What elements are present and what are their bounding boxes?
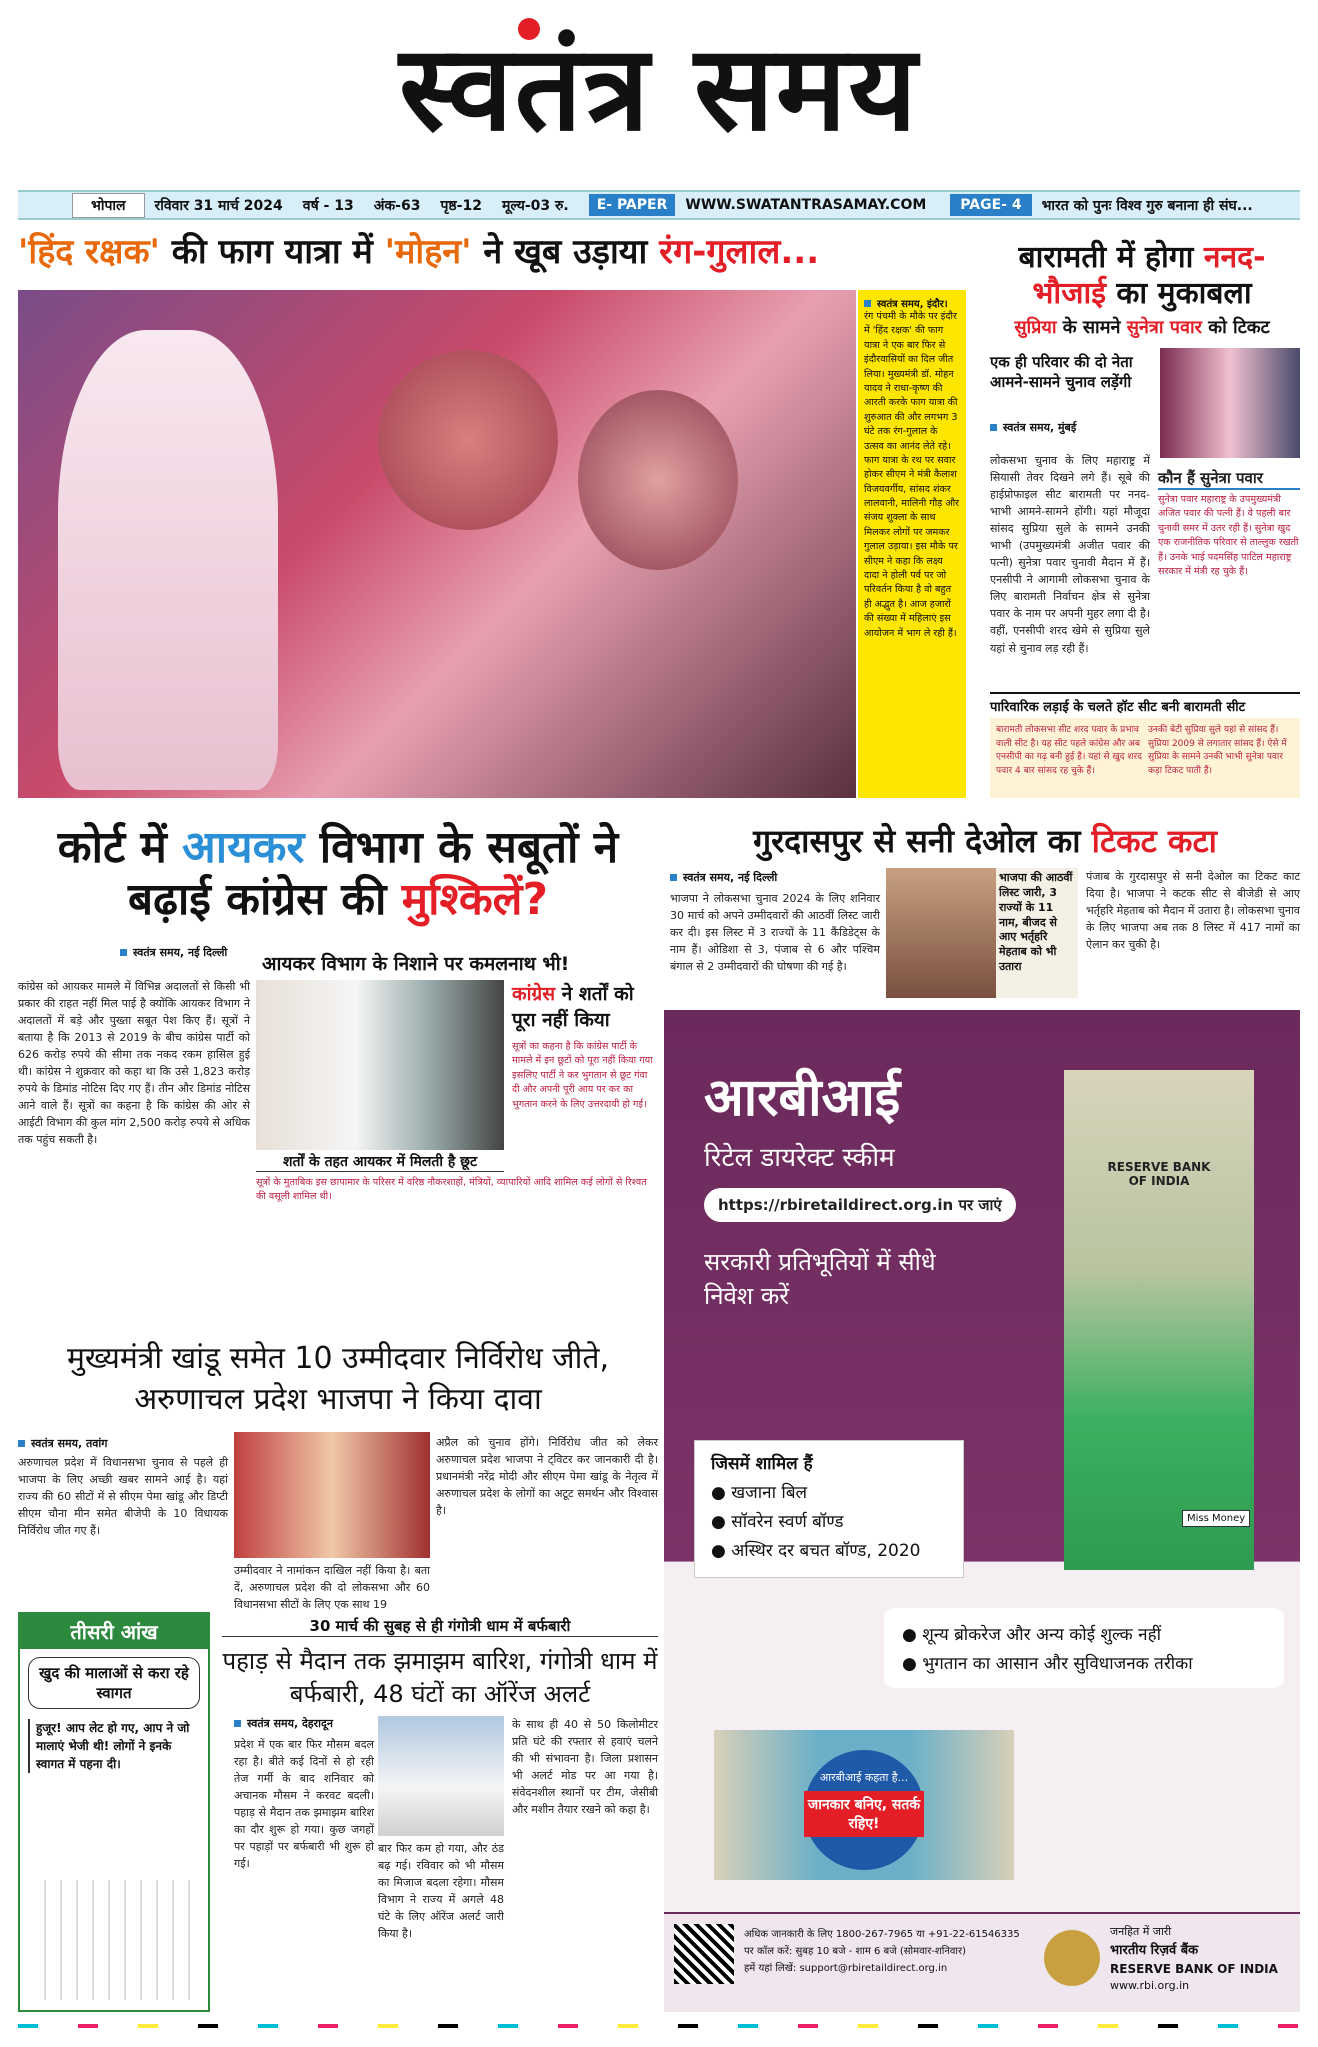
photo-figure bbox=[578, 390, 738, 570]
story4-photo-caption: भाजपा की आठवीं लिस्ट जारी, 3 राज्यों के 11 नाम, बीजद से आए भर्तृहरि मेहताब को भी उतारा bbox=[996, 868, 1078, 998]
story3-byline: स्वतंत्र समय, नई दिल्ली bbox=[120, 945, 260, 960]
page-number-badge: PAGE- 4 bbox=[950, 194, 1031, 216]
ad-subtitle: रिटेल डायरेक्ट स्कीम bbox=[704, 1143, 895, 1173]
ad-notice-badge: आरबीआई कहता है... जानकार बनिए, सतर्क रहिए! bbox=[804, 1750, 924, 1870]
photo-figure bbox=[58, 330, 278, 790]
story3-caption-text: सूत्रों के मुताबिक इस छापामार के परिसर में वरिष्ठ नौकरशाहों, मंत्रियों, व्यापारियों आदि शामिल कई लोगों से रिश्वत की वसूली शामिल थी। bbox=[256, 1177, 647, 1203]
ad-footer-line3[interactable]: हमें यहां लिखें: support@rbiretaildirect.org.in bbox=[744, 1963, 948, 1974]
registration-marks bbox=[18, 2024, 1300, 2028]
cartoon-caption: खुद की मालाओं से करा रहे स्वागत bbox=[28, 1657, 200, 1709]
story2-bar-title: पारिवारिक लड़ाई के चलते हॉट सीट बनी बारामती सीट bbox=[990, 692, 1300, 719]
cartoon-panel bbox=[18, 1612, 210, 2012]
edition-pages: पृष्ठ-12 bbox=[440, 197, 482, 214]
story6-text-left: प्रदेश में एक बार फिर मौसम बदल रहा है। बीते कई दिनों से हो रही तेज गर्मी के बाद शनिवार को अचानक मौसम ने करवट बदली। पहाड़ से मैदान तक झमाझम बारिश का दौर शुरू हो गया। कुछ जगहों पर पहाड़ों पर बर्फबारी भी शुरू हो गई। bbox=[234, 1738, 374, 1871]
ad-footer-line1: अधिक जानकारी के लिए 1800-267-7965 या +91-22-61546335 bbox=[744, 1929, 1020, 1940]
story2-box: कौन हैं सुनेत्रा पवार सुनेत्रा पवार महाराष्ट्र के उपमुख्यमंत्री अजित पवार की पत्नी हैं। वे पहली बार चुनावी समर में उतर रही हैं। सुनेत्रा खुद एक राजनीतिक परिवार से ताल्लुक रखती हैं। उनके भाई पदमसिंह पाटिल महाराष्ट्र सरकार में मंत्री रह चुके हैं। bbox=[1158, 469, 1299, 577]
edition-date: रविवार 31 मार्च 2024 bbox=[154, 197, 283, 214]
qr-code[interactable] bbox=[674, 1924, 734, 1984]
story3-side: कांग्रेस ने शर्तों को पूरा नहीं किया सूत्रों का कहना है कि कांग्रेस पार्टी के मामले में इन छूटों को पूरा नहीं किया गया इसलिए पार्टी ने कर भुगतान से छूट गंवा दी और अपनी पूरी आय पर कर का भुगतान करने के लिए उत्तरदायी हो गई। bbox=[512, 983, 653, 1110]
mascot-label: RESERVE BANK OF INDIA bbox=[1107, 1160, 1211, 1188]
edition-price: मूल्य-03 रु. bbox=[501, 197, 569, 214]
sunny-deol-photo bbox=[886, 868, 996, 998]
ad-issuer-top: जनहित में जारी bbox=[1110, 1925, 1172, 1938]
story4-headline: गुरदासपुर से सनी देओल का टिकट कटा bbox=[753, 822, 1217, 860]
holi-photo bbox=[18, 290, 856, 798]
story2-bar: बारामती लोकसभा सीट शरद पवार के प्रभाव वाली सीट है। यह सीट पहले कांग्रेस और अब एनसीपी का गढ़ बनी हुई है। यहां से खुद शरद पवार 4 बार सांसद रह चुके हैं। उनकी बेटी सुप्रिया सुले यहां से सांसद हैं। सुप्रिया 2009 से लगातार सांसद हैं। ऐसे में सुप्रिया के सामने उनकी भाभी सुनेत्रा पवार कड़ा टिकट पाती हैं। bbox=[990, 718, 1300, 798]
info-bar bbox=[18, 190, 1300, 220]
ad-includes-list: ● खजाना बिल ● सॉवरेन स्वर्ण बॉण्ड ● अस्थिर दर बचत बॉण्ड, 2020 bbox=[711, 1480, 947, 1561]
story4-text-right: पंजाब के गुरदासपुर से सनी देओल का टिकट काट दिया है। भाजपा ने कटक सीट से बीजेडी से आए भर्तृहरि मेहताब को मैदान में उतारा है। लोकसभा चुनाव के लिए भाजपा अब तक 8 लिस्ट में 417 नामों का ऐलान कर चुकी है। bbox=[1086, 870, 1300, 952]
edition-issue: अंक-63 bbox=[373, 197, 421, 214]
story5-text-mid: उम्मीदवार ने नामांकन दाखिल नहीं किया है। बता दें, अरुणाचल प्रदेश की दो लोकसभा और 60 विधानसभा सीटों के लिए एक साथ 19 bbox=[234, 1564, 430, 1612]
cartoon-title: तीसरी आंख bbox=[20, 1614, 208, 1649]
story5-text-right: अप्रैल को चुनाव होंगे। निर्विरोध जीत को लेकर अरुणाचल प्रदेश भाजपा ने ट्विटर कर जानकारी दी है। प्रधानमंत्री नरेंद्र मोदी और सीएम पेमा खांडू के नेतृत्व में अरुणाचल प्रदेश के लोगों का अटूट समर्थन और विश्वास है। bbox=[436, 1436, 658, 1518]
epaper-badge: E- PAPER bbox=[589, 194, 676, 216]
story6-kicker: 30 मार्च की सुबह से ही गंगोत्री धाम में बर्फबारी bbox=[222, 1616, 658, 1637]
ad-url-pill[interactable]: https://rbiretaildirect.org.in पर जाएं bbox=[704, 1188, 1016, 1222]
story5-text-left: अरुणाचल प्रदेश में विधानसभा चुनाव से पहले ही भाजपा के लिए अच्छी खबर सामने आई है। यहां राज्य की 60 सीटों में से सीएम पेमा खांडू और डिप्टी सीएम चौना मीन समेत बीजेपी के 10 विधायक निर्विरोध जीत गए हैं। bbox=[18, 1456, 228, 1538]
edition-city: भोपाल bbox=[72, 193, 145, 218]
story1-textbox: स्वतंत्र समय, इंदौर। रंग पंचमी के मौके पर इंदौर में 'हिंद रक्षक' की फाग यात्रा ने एक बार फिर से इंदौरवासियों का दिल जीत लिया। मुख्यमंत्री डॉ. मोहन यादव ने राधा-कृष्ण की आरती करके फाग यात्रा की शुरुआत की और लगभग 3 घंटे तक रंग-गुलाल के उत्सव का आनंद लेते रहे। फाग यात्रा के रथ पर सवार होकर सीएम ने मंत्री कैलाश विजयवर्गीय, सांसद शंकर लालवानी, मालिनी गौड़ और संजय शुक्ला के साथ मिलकर लोगों पर जमकर गुलाल उड़ाया। इस मौके पर सीएम ने कहा कि लक्ष्य दादा ने होली पर्व पर जो परिवर्तन किया है वो बहुत ही अद्भुत है। आज हजारों की संख्या में महिलाएं इस आयोजन में भाग ले रही हैं। bbox=[858, 290, 966, 798]
ad-issuer-en: RESERVE BANK OF INDIA bbox=[1110, 1962, 1278, 1976]
ad-notice-illustration bbox=[714, 1730, 1014, 1880]
masthead bbox=[0, 0, 1318, 190]
story1-headline: 'हिंद रक्षक' की फाग यात्रा में 'मोहन' ने खूब उड़ाया रंग-गुलाल... bbox=[18, 232, 820, 272]
newspaper-title: स्वतंत्र समय bbox=[399, 18, 919, 157]
story3-caption: शर्तों के तहत आयकर में मिलती है छूट bbox=[256, 1152, 504, 1172]
ad-benefits-box: ● शून्य ब्रोकरेज और अन्य कोई शुल्क नहीं ● भुगतान का आसान और सुविधाजनक तरीका bbox=[884, 1608, 1284, 1688]
ad-includes-box: जिसमें शामिल हैं ● खजाना बिल ● सॉवरेन स्वर्ण बॉण्ड ● अस्थिर दर बचत बॉण्ड, 2020 bbox=[694, 1440, 964, 1578]
ad-pitch: सरकारी प्रतिभूतियों में सीधे निवेश करें bbox=[704, 1248, 936, 1310]
story2-byline: स्वतंत्र समय, मुंबई bbox=[990, 420, 1150, 435]
story2-headline: बारामती में होगा ननद-भौजाई का मुकाबला सुप्रिया के सामने सुनेत्रा पवार को टिकट bbox=[1014, 240, 1270, 338]
ad-footer-line2: पर कॉल करें: सुबह 10 बजे - शाम 6 बजे (सोमवार-शनिवार) bbox=[744, 1946, 967, 1957]
story3-headline: कोर्ट में आयकर विभाग के सबूतों ने बढ़ाई कांग्रेस की मुश्किलें? bbox=[57, 822, 619, 925]
story2-kicker: एक ही परिवार की दो नेता आमने-सामने चुनाव लड़ेंगी bbox=[990, 353, 1133, 392]
story5-byline: स्वतंत्र समय, तवांग bbox=[18, 1436, 228, 1451]
cartoon-bubble: हुजूर! आप लेट हो गए, आप ने जो मालाएं भेजी थी! लोगों ने इनके स्वागत में पहना दी। bbox=[28, 1719, 200, 1773]
story2-text: लोकसभा चुनाव के लिए महाराष्ट्र में सियासी तेवर दिखने लगे हैं। सूबे की हाईप्रोफाइल सीट बारामती पर ननद-भाभी आमने-सामने होंगी। यहां मौजूदा सांसद सुप्रिया सुले के सामने उनकी भाभी (उपमुख्यमंत्री अजीत पवार की पत्नी) सुनेत्रा पवार चुनावी मैदान में हैं। एनसीपी ने आगामी लोकसभा चुनाव के लिए बारामती निर्वाचन क्षेत्र से सुनेत्रा पवार के नाम पर अपनी मुहर लगा दी है। वहीं, एनसीपी शरद खेमे से सुप्रिया सुले यहां से चुनाव लड़ रही हैं। bbox=[990, 454, 1150, 655]
story6-text-mid: बार फिर कम हो गया, और ठंड बढ़ गई। रविवार को भी मौसम का मिजाज बदला रहेगा। मौसम विभाग ने राज्य में अगले 48 घंटे के लिए ऑरेंज अलर्ट जारी किया है। bbox=[378, 1842, 504, 1941]
story4-byline: स्वतंत्र समय, नई दिल्ली bbox=[670, 870, 870, 885]
tagline: भारत को पुनः विश्व गुरु बनाना ही संघ... bbox=[1041, 197, 1253, 214]
rbi-advertisement bbox=[664, 1010, 1300, 2012]
ad-issuer-hi: भारतीय रिज़र्व बैंक bbox=[1110, 1942, 1199, 1958]
site-url[interactable]: WWW.SWATANTRASAMAY.COM bbox=[685, 197, 927, 213]
gangotri-photo bbox=[378, 1716, 504, 1836]
story3-text: कांग्रेस को आयकर मामले में विभिन्न अदालतों से किसी भी प्रकार की राहत नहीं मिल पाई है क्योंकि आयकर विभाग ने अदालतों में बड़े और पुख्ता सबूत पेश किए हैं। सूत्रों ने बताया है कि 2013 से 2019 के बीच कांग्रेस पार्टी को 626 करोड़ रुपये की सीमा तक नकद रकम हासिल हुई थी। कांग्रेस ने शुक्रवार को कहा था कि उसे 1,823 करोड़ रुपये के डिमांड नोटिस दिए गए हैं। तीन और डिमांड नोटिस आने वाले हैं। सूत्रों का कहना है कि कांग्रेस की ओर से आईटी विभाग की कुल मांग 2,500 करोड़ रुपये से अधिक तक पहुंच सकती है। bbox=[18, 980, 250, 1147]
edition-year: वर्ष - 13 bbox=[302, 197, 354, 214]
mascot-illustration bbox=[1064, 1070, 1254, 1570]
story5-photo bbox=[234, 1432, 430, 1558]
story3-sub: आयकर विभाग के निशाने पर कमलनाथ भी! bbox=[262, 953, 570, 975]
ad-title: आरबीआई bbox=[704, 1068, 901, 1128]
story6-byline: स्वतंत्र समय, देहरादून bbox=[234, 1716, 374, 1731]
rbi-seal-icon bbox=[1044, 1930, 1100, 1986]
story4-text-left: भाजपा ने लोकसभा चुनाव 2024 के लिए शनिवार 30 मार्च को अपने उम्मीदवारों की आठवीं लिस्ट जारी कर दी। इस लिस्ट में 3 राज्यों के 11 कैंडिडेट्स के नाम हैं। ओडिशा से 3, पंजाब से 6 और पश्चिम बंगाल से 2 उम्मीदवारों की घोषणा की गई है। bbox=[670, 892, 880, 974]
story3-photo bbox=[256, 980, 504, 1150]
ad-footer bbox=[664, 1912, 1300, 2012]
cartoon-drawing bbox=[30, 1880, 198, 2000]
story6-text-right: के साथ ही 40 से 50 किलोमीटर प्रति घंटे की रफ्तार से हवाएं चलने की भी संभावना है। जिला प्रशासन भी अलर्ट मोड पर आ गया है। संवेदनशील स्थानों पर टीम, जेसीबी और मशीन तैयार रखने को कहा है। bbox=[512, 1718, 658, 1817]
ad-issuer-url[interactable]: www.rbi.org.in bbox=[1110, 1979, 1190, 1992]
story5-headline: मुख्यमंत्री खांडू समेत 10 उम्मीदवार निर्विरोध जीते, अरुणाचल प्रदेश भाजपा ने किया दावा bbox=[66, 1341, 610, 1417]
mascot-tag: Miss Money bbox=[1182, 1510, 1250, 1527]
candidates-photo bbox=[1160, 348, 1300, 458]
story6-headline: पहाड़ से मैदान तक झमाझम बारिश, गंगोत्री धाम में बर्फबारी, 48 घंटों का ऑरेंज अलर्ट bbox=[222, 1647, 658, 1708]
photo-figure bbox=[378, 350, 558, 530]
